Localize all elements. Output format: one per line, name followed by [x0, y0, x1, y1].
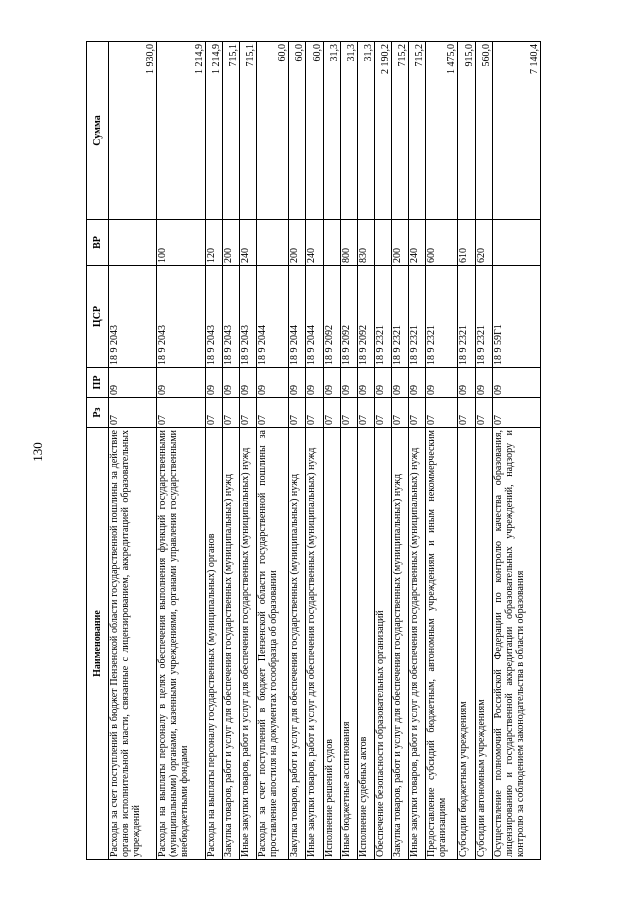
cell-sum: 1 214,9 — [205, 42, 222, 220]
cell-csr: 18 9 2043 — [239, 266, 256, 368]
cell-vr: 240 — [408, 220, 425, 266]
cell-name: Расходы за счет поступлений в бюджет Пензенской области государственной пошлины за проставление апостиля на документах госообразца об образовании — [256, 428, 289, 860]
cell-pr: 09 — [306, 368, 323, 398]
cell-name: Закупка товаров, работ и услуг для обеспечения государственных (муниципальных) нужд — [222, 428, 239, 860]
cell-pr: 09 — [205, 368, 222, 398]
cell-sum: 715,2 — [391, 42, 408, 220]
cell-csr: 18 9 2092 — [357, 266, 374, 368]
cell-rz: 07 — [475, 398, 492, 428]
cell-sum: 715,1 — [239, 42, 256, 220]
cell-name: Расходы за счет поступлений в бюджет Пензенской области государственной пошлины за действие органов исполнительной власти, связанные с лицензированием, аккредитацией образовательных учреждений — [109, 428, 157, 860]
cell-name: Закупка товаров, работ и услуг для обеспечения государственных (муниципальных) нужд — [289, 428, 306, 860]
cell-name: Предоставление субсидий бюджетным, автономным учреждениям и иным некоммерческим организациям — [425, 428, 458, 860]
cell-csr: 18 9 2092 — [323, 266, 340, 368]
cell-pr: 09 — [357, 368, 374, 398]
header-vr: ВР — [87, 220, 109, 266]
cell-pr: 09 — [222, 368, 239, 398]
table-row — [458, 42, 475, 860]
cell-sum: 2 190,2 — [374, 42, 391, 220]
cell-vr: 830 — [357, 220, 374, 266]
page-number: 130 — [30, 442, 45, 462]
header-pr: ПР — [87, 368, 109, 398]
cell-rz: 07 — [306, 398, 323, 428]
cell-vr: 120 — [205, 220, 222, 266]
table-row — [425, 42, 458, 860]
cell-vr — [492, 220, 540, 266]
cell-vr: 240 — [239, 220, 256, 266]
cell-sum: 31,3 — [340, 42, 357, 220]
cell-csr: 18 9 2043 — [222, 266, 239, 368]
cell-pr: 09 — [239, 368, 256, 398]
table-row — [492, 42, 540, 860]
cell-csr: 18 9 2043 — [109, 266, 157, 368]
table-row — [374, 42, 391, 860]
cell-rz: 07 — [357, 398, 374, 428]
cell-name: Расходы на выплаты персоналу государственных (муниципальных) органов — [205, 428, 222, 860]
header-name: Наименование — [87, 428, 109, 860]
cell-vr: 100 — [157, 220, 205, 266]
table-row — [157, 42, 205, 860]
cell-pr: 09 — [475, 368, 492, 398]
cell-csr: 18 9 2321 — [391, 266, 408, 368]
cell-sum: 60,0 — [306, 42, 323, 220]
table-row — [289, 42, 306, 860]
cell-rz: 07 — [458, 398, 475, 428]
header-rz: Рз — [87, 398, 109, 428]
cell-pr: 09 — [391, 368, 408, 398]
cell-name: Исполнение судебных актов — [357, 428, 374, 860]
cell-csr: 18 9 2321 — [425, 266, 458, 368]
cell-rz: 07 — [289, 398, 306, 428]
cell-name: Иные закупки товаров, работ и услуг для обеспечения государственных (муниципальных) нужд — [408, 428, 425, 860]
cell-sum: 31,3 — [357, 42, 374, 220]
cell-name: Иные закупки товаров, работ и услуг для обеспечения государственных (муниципальных) нужд — [239, 428, 256, 860]
cell-sum: 60,0 — [289, 42, 306, 220]
cell-pr: 09 — [458, 368, 475, 398]
cell-pr: 09 — [374, 368, 391, 398]
cell-name: Субсидии автономным учреждениям — [475, 428, 492, 860]
table-header-row — [87, 42, 109, 860]
cell-name: Иные закупки товаров, работ и услуг для обеспечения государственных (муниципальных) нужд — [306, 428, 323, 860]
cell-pr: 09 — [408, 368, 425, 398]
cell-vr: 200 — [222, 220, 239, 266]
cell-rz: 07 — [323, 398, 340, 428]
table-row — [256, 42, 289, 860]
cell-pr: 09 — [289, 368, 306, 398]
cell-csr: 18 9 2092 — [340, 266, 357, 368]
cell-csr: 18 9 2044 — [289, 266, 306, 368]
cell-rz: 07 — [157, 398, 205, 428]
cell-vr — [323, 220, 340, 266]
cell-vr: 610 — [458, 220, 475, 266]
cell-name: Закупка товаров, работ и услуг для обеспечения государственных (муниципальных) нужд — [391, 428, 408, 860]
cell-csr: 18 9 59Г1 — [492, 266, 540, 368]
cell-rz: 07 — [205, 398, 222, 428]
header-csr: ЦСР — [87, 266, 109, 368]
cell-vr — [374, 220, 391, 266]
cell-rz: 07 — [391, 398, 408, 428]
cell-sum: 560,0 — [475, 42, 492, 220]
cell-vr — [256, 220, 289, 266]
table-row — [475, 42, 492, 860]
cell-pr: 09 — [340, 368, 357, 398]
cell-csr: 18 9 2043 — [205, 266, 222, 368]
cell-pr: 09 — [109, 368, 157, 398]
cell-vr — [109, 220, 157, 266]
cell-csr: 18 9 2321 — [458, 266, 475, 368]
cell-name: Иные бюджетные ассигнования — [340, 428, 357, 860]
cell-name: Исполнение решений судов — [323, 428, 340, 860]
table-row — [222, 42, 239, 860]
budget-table-rotated — [86, 42, 541, 860]
cell-rz: 07 — [256, 398, 289, 428]
cell-csr: 18 9 2321 — [475, 266, 492, 368]
cell-rz: 07 — [408, 398, 425, 428]
table-row — [205, 42, 222, 860]
cell-rz: 07 — [374, 398, 391, 428]
cell-vr: 200 — [391, 220, 408, 266]
cell-vr: 620 — [475, 220, 492, 266]
cell-sum: 915,0 — [458, 42, 475, 220]
cell-sum: 1 214,9 — [157, 42, 205, 220]
cell-csr: 18 9 2043 — [157, 266, 205, 368]
budget-table — [86, 41, 541, 860]
cell-pr: 09 — [323, 368, 340, 398]
table-row — [239, 42, 256, 860]
cell-rz: 07 — [425, 398, 458, 428]
cell-pr: 09 — [425, 368, 458, 398]
table-row — [306, 42, 323, 860]
cell-vr: 600 — [425, 220, 458, 266]
cell-name: Обеспечение безопасности образовательных организаций — [374, 428, 391, 860]
cell-rz: 07 — [239, 398, 256, 428]
cell-sum: 715,1 — [222, 42, 239, 220]
cell-sum: 7 140,4 — [492, 42, 540, 220]
cell-vr: 800 — [340, 220, 357, 266]
cell-csr: 18 9 2044 — [306, 266, 323, 368]
header-sum: Сумма — [87, 42, 109, 220]
cell-rz: 07 — [492, 398, 540, 428]
cell-name: Субсидии бюджетным учреждениям — [458, 428, 475, 860]
cell-vr: 200 — [289, 220, 306, 266]
table-row — [357, 42, 374, 860]
table-row — [109, 42, 157, 860]
table-row — [323, 42, 340, 860]
cell-pr: 09 — [256, 368, 289, 398]
cell-rz: 07 — [340, 398, 357, 428]
cell-rz: 07 — [109, 398, 157, 428]
cell-sum: 31,3 — [323, 42, 340, 220]
cell-csr: 18 9 2044 — [256, 266, 289, 368]
cell-pr: 09 — [157, 368, 205, 398]
cell-sum: 60,0 — [256, 42, 289, 220]
cell-rz: 07 — [222, 398, 239, 428]
cell-sum: 715,2 — [408, 42, 425, 220]
table-row — [408, 42, 425, 860]
cell-vr: 240 — [306, 220, 323, 266]
cell-sum: 1 475,0 — [425, 42, 458, 220]
cell-name: Осуществление полномочий Российской Федерации по контролю качества образования, лицензированию и государственной аккредитации образовательных учреждений, надзору и контролю за соблюдением законодательства в области образования — [492, 428, 540, 860]
cell-sum: 1 930,0 — [109, 42, 157, 220]
cell-csr: 18 9 2321 — [374, 266, 391, 368]
cell-pr: 09 — [492, 368, 540, 398]
cell-csr: 18 9 2321 — [408, 266, 425, 368]
table-row — [391, 42, 408, 860]
cell-name: Расходы на выплаты персоналу в целях обеспечения выполнения функций государственными (муниципальными) органами, казенными учреждениями, органами управления государственными внебюджетными фондами — [157, 428, 205, 860]
table-row — [340, 42, 357, 860]
